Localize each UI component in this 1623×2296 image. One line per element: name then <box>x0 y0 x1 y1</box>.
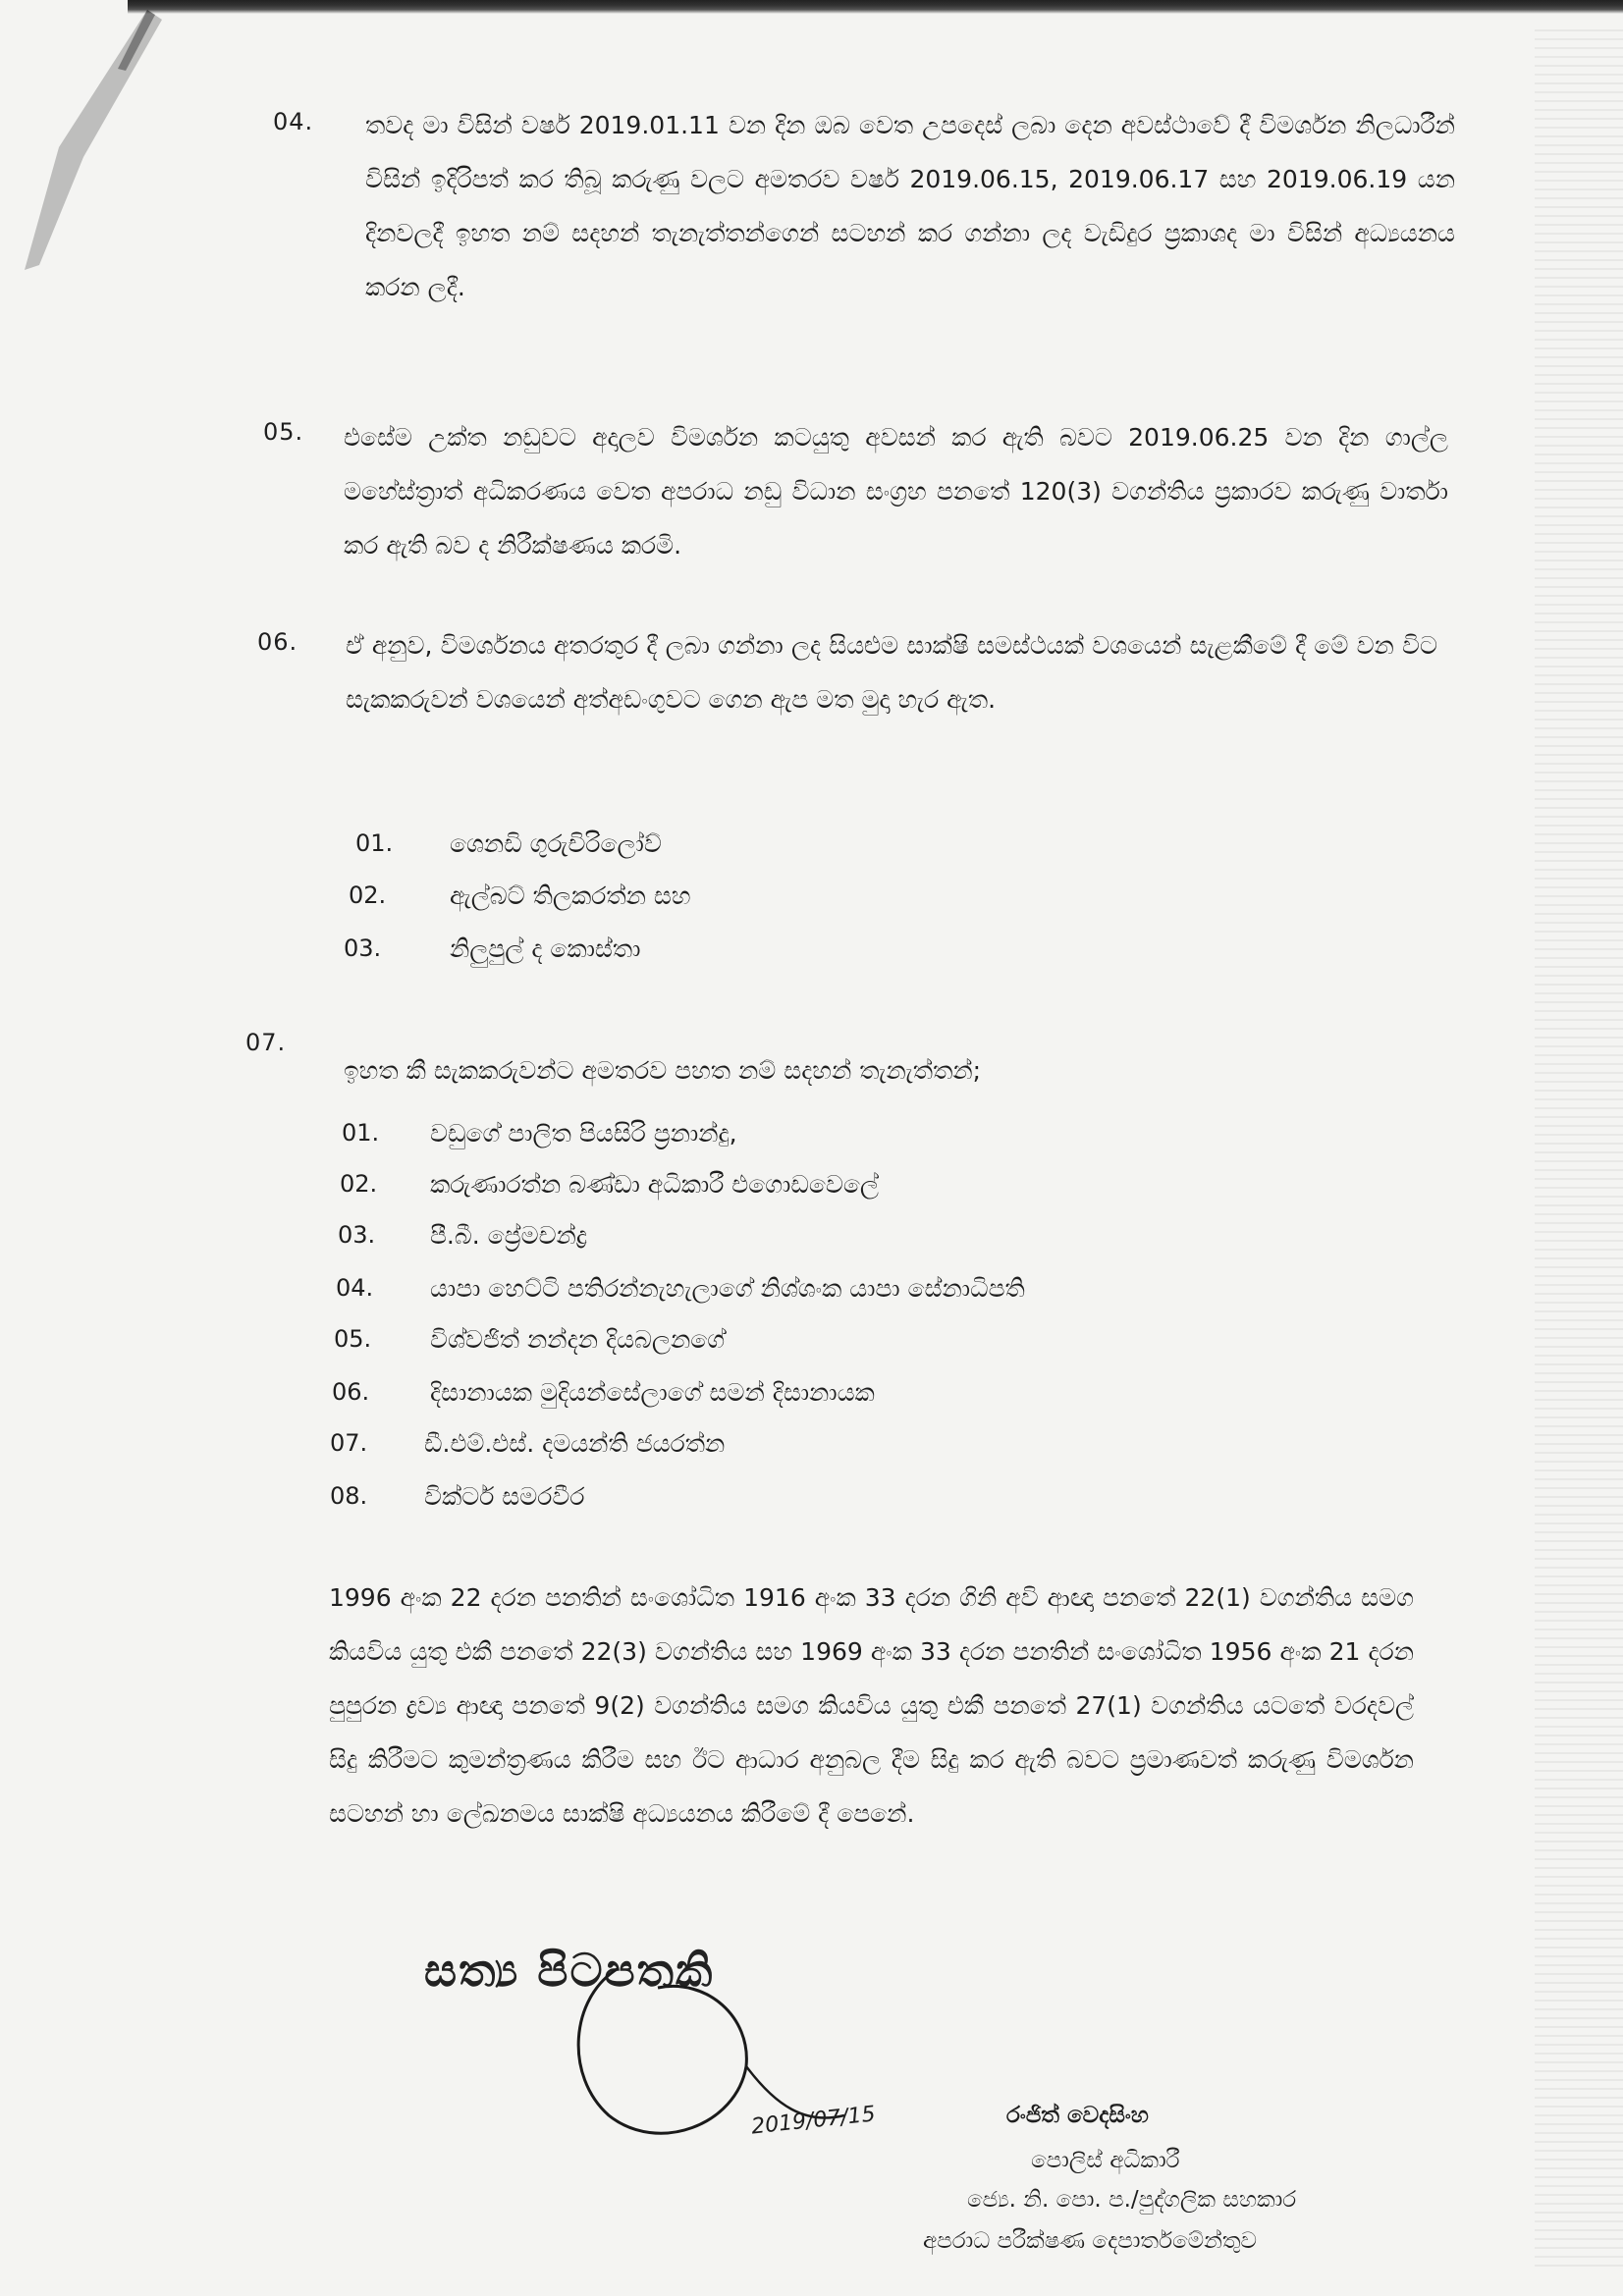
list-item-number: 02. <box>349 881 387 909</box>
paragraph-number: 05. <box>263 418 304 446</box>
scan-corner-artifact <box>0 0 196 294</box>
scan-edge-noise <box>1535 29 1623 2268</box>
signatory-office: ජ්‍යෙ. නි. පො. ප./පුද්ගලික සහකාර <box>967 2187 1297 2213</box>
list-item-number: 05. <box>334 1325 372 1353</box>
signatory-title: පොලිස් අධිකාරී <box>1031 2148 1180 2173</box>
paragraph-text: ඒ අනුව, විමර්ශනය අතරතුර දී ලබා ගන්නා ලද සියළුම සාක්ෂි සමස්ථයක් වශයෙන් සැළකීමේ දී මේ වන විට සැකකරුවන් වශයෙන් අත්අඩංගුවට ගෙන ඇප මත මුදා හැර ඇත. <box>346 631 1437 714</box>
signatory-department: අපරාධ පරීක්ෂණ දෙපාර්තමේන්තුව <box>923 2228 1258 2254</box>
list-item: වඩුගේ පාලිත පියසිරි ප්‍රනාන්දු, <box>430 1119 737 1148</box>
list-item: පී.බී. ප්‍රේමචන්ද්‍ර <box>430 1221 587 1250</box>
list-item: ඇල්බට් තිලකරත්න සහ <box>450 881 691 910</box>
scan-top-edge <box>128 0 1623 14</box>
paragraph-text: 1996 අංක 22 දරන පනතින් සංශෝධිත 1916 අංක 33 දරන ගිනි අවි ආඥා පනතේ 22(1) වගන්තිය සමග කියවිය යුතු එකී පනතේ 22(3) වගන්තිය සහ 1969 අංක 33 දරන පනතින් සංශෝධිත 1956 අංක 21 දරන පුපුරන ද්‍රව්‍ය ආඥා පනතේ 9(2) වගන්තිය සමග කියවිය යුතු එකී පනතේ 27(1) වගන්තිය යටතේ වරදවල් සිදු කිරීමට කුමන්ත්‍රණය කිරීම සහ ඊට ආධාර අනුබල දීම සිදු කර ඇති බවට ප්‍රමාණවත් කරුණු විමර්ශන සටහන් හා ලේඛනමය සාක්ෂි අධ්‍යයනය කිරීමේ දී පෙනේ. <box>329 1583 1414 1828</box>
list-item: දිසානායක මුදියන්සේලාගේ සමන් දිසානායක <box>430 1378 875 1407</box>
signatory-name: රංජිත් වෙදසිංහ <box>1006 2103 1149 2128</box>
list-item-number: 01. <box>355 829 394 857</box>
signature-scribble <box>550 1958 962 2184</box>
list-item: කරුණාරත්න බණ්ඩා අධිකාරී එගොඩවෙලේ <box>430 1170 879 1199</box>
paragraph-text: තවද මා විසින් වර්ෂ 2019.01.11 වන දින ඔබ වෙත උපදෙස් ලබා දෙන අවස්ථාවේ දී විමර්ශන නිලධාරීන් විසින් ඉදිරිපත් කර තිබූ කරුණු වලට අමතරව වර්ෂ 2019.06.15, 2019.06.17 සහ 2019.06.19 යන දිනවලදී ඉහත නම් සදහන් තැනැත්තන්ගෙන් සටහන් කර ගන්නා ලද වැඩිදුර ප්‍රකාශද මා විසින් අධ්‍යයනය කරන ලදී. <box>365 111 1455 301</box>
list-item: වික්ටර් සමරවීර <box>424 1482 585 1511</box>
list-item-number: 03. <box>338 1221 376 1249</box>
list-item-number: 06. <box>332 1378 370 1406</box>
paragraph-number: 06. <box>257 628 298 656</box>
signature-date: 2019/07/15 <box>750 2102 877 2140</box>
paragraph-text: එසේම උක්ත නඩුවට අදාලව විමර්ශන කටයුතු අවසන් කර ඇති බවට 2019.06.25 වන දින ගාල්ල මහේස්ත්‍රාත් අධිකරණය වෙත අපරාධ නඩු විධාන සංග්‍රහ පනතේ 120(3) වගන්තිය ප්‍රකාරව කරුණු වාර්තා කර ඇති බව ද නිරීක්ෂණය කරමි. <box>344 423 1448 560</box>
list-item-number: 03. <box>344 934 382 962</box>
list-item-number: 07. <box>330 1429 368 1457</box>
list-item-number: 08. <box>330 1482 368 1510</box>
paragraph-number: 07. <box>245 1029 287 1056</box>
certified-copy-stamp: සත්‍ය පිටපතකි <box>424 1944 715 1997</box>
list-item: ශෙනඩි ගුරුචිරිලෝව් <box>450 829 662 858</box>
list-item: විශ්වජිත් නන්දන දියබලනගේ <box>430 1325 726 1354</box>
list-item-number: 04. <box>336 1274 374 1302</box>
list-item-number: 02. <box>340 1170 378 1198</box>
list-item: ඩී.එම්.එස්. දමයන්ති ජයරත්න <box>424 1429 726 1458</box>
list-item-number: 01. <box>342 1119 380 1147</box>
paragraph-number: 04. <box>273 108 314 135</box>
list-item: නිලුපුල් ද කොස්තා <box>450 934 641 963</box>
list-item: යාපා හෙට්ටි පතිරන්නැහැලාගේ නිශ්ශංක යාපා සේනාධිපති <box>430 1274 1025 1303</box>
paragraph-text: ඉහත කී සැකකරුවන්ට අමතරව පහත නම් සදහන් තැනැත්තන්; <box>344 1056 982 1085</box>
